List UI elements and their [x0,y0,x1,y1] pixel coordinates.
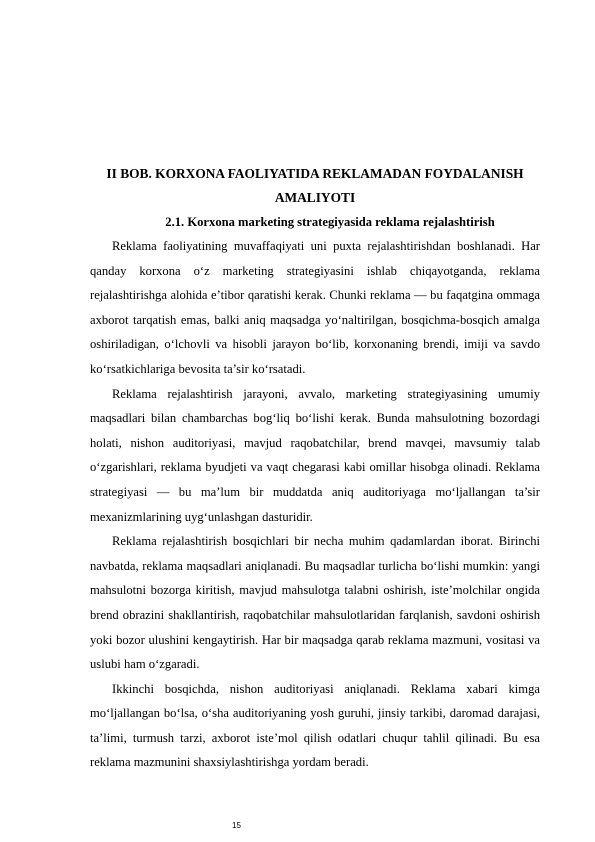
document-page [90,162,540,775]
paragraph: Ikkinchi bosqichda, nishon auditoriyasi aniqlanadi. Reklama xabari kimga mo‘ljallangan bo‘lsa, o‘sha auditoriyaning yosh guruhi, jinsiy tarkibi, daromad darajasi, ta’limi, turmush tarzi, axborot iste’mol qilish odatlari chuqur tahlil qilinadi. Bu esa reklama mazmunini shaxsiylashtirishga yordam beradi. [90,681,540,770]
paragraph: Reklama rejalashtirish bosqichlari bir necha muhim qadamlardan iborat. Birinchi navbatda, reklama maqsadlari aniqlanadi. Bu maqsadlar turlicha bo‘lishi mumkin: yangi mahsulotni bozorga kiritish, mavjud mahsulotga talabni oshirish, iste’molchilar ongida brend obrazini shakllantirish, raqobatchilar mahsulotlaridan farqlanish, savdoni oshirish yoki bozor ulushini kengaytirish. Har bir maqsadga qarab reklama mazmuni, vositasi va uslubi ham o‘zgaradi. [90,534,540,672]
page-number: 15 [232,821,241,830]
paragraph: Reklama faoliyatining muvaffaqiyati uni puxta rejalashtirishdan boshlanadi. Har qanday korxona o‘z marketing strategiyasini ishlab chiqayotganda, reklama rejalashtirishga alohida e’tibor qaratishi kerak. Chunki reklama — bu faqatgina ommaga axborot tarqatish emas, balki aniq maqsadga yo‘naltirilgan, bosqichma-bosqich amalga oshiriladigan, o‘lchovli va hisobli jarayon bo‘lib, korxonaning brendi, imiji va savdo ko‘rsatkichlariga bevosita ta’sir ko‘rsatadi. [90,239,540,376]
section-title: 2.1. Korxona marketing strategiyasida reklama rejalashtirish [165,215,495,229]
paragraph: Reklama rejalashtirish jarayoni, avvalo, marketing strategiyasining umumiy maqsadlari bilan chambarchas bog‘liq bo‘lishi kerak. Bunda mahsulotning bozordagi holati, nishon auditoriyasi, mavjud raqobatchilar, brend mavqei, mavsumiy talab o‘zgarishlari, reklama byudjeti va vaqt chegarasi kabi omillar hisobga olinadi. Reklama strategiyasi — bu ma’lum bir muddatda aniq auditoriyaga mo‘ljallangan ta’sir mexanizmlarining uyg‘unlashgan dasturidir. [90,386,540,524]
chapter-title: II BOB. KORXONA FAOLIYATIDA REKLAMADAN FOYDALANISH AMALIYOTI [106,166,524,205]
